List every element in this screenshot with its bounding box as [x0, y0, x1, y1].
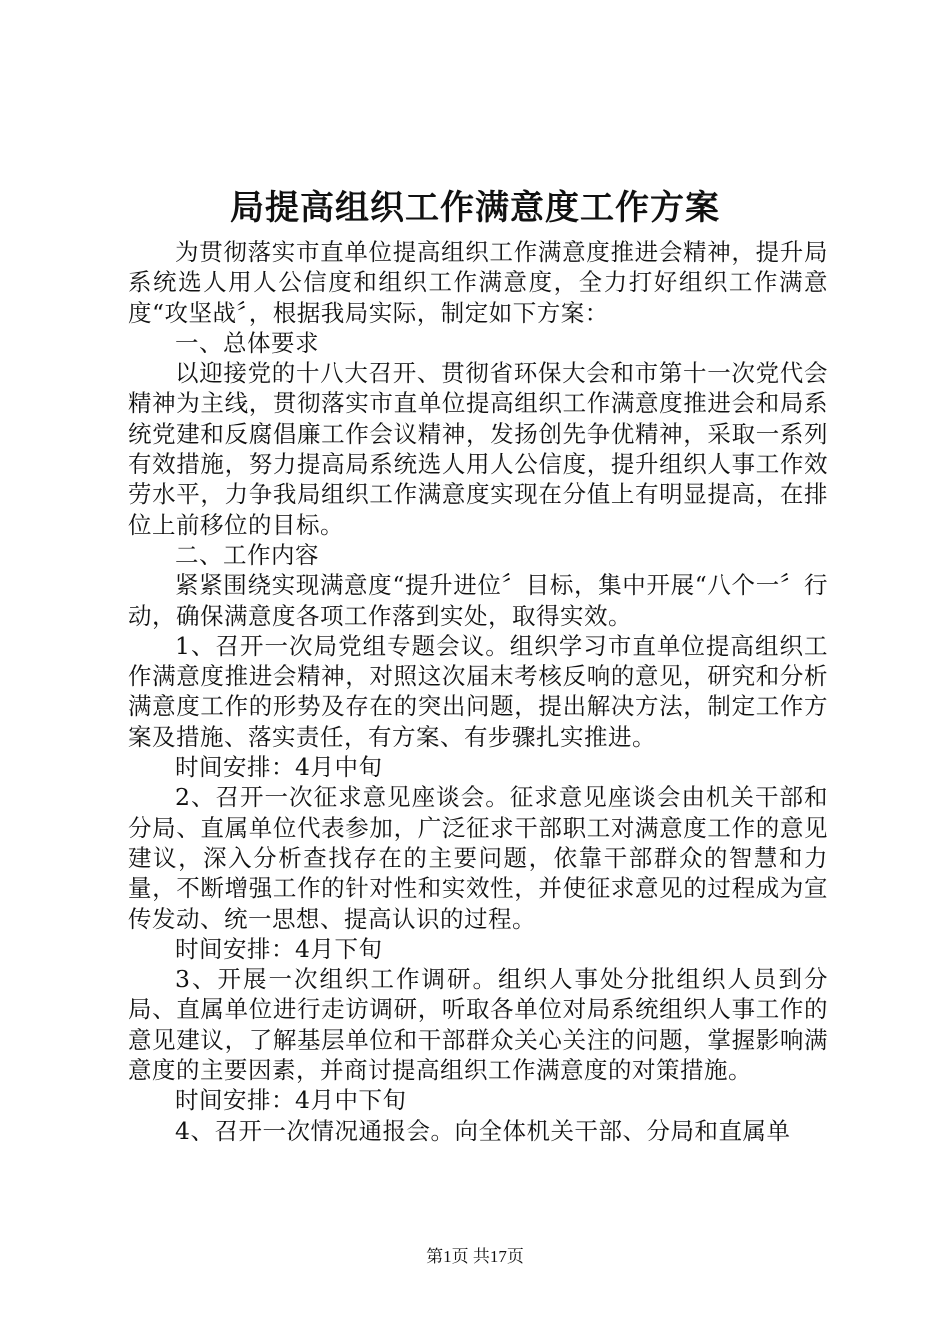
schedule-item-1: 时间安排：4月中旬: [175, 753, 383, 782]
page-number: 第1页 共17页: [426, 1247, 524, 1266]
paragraph-item-4: 4、召开一次情况通报会。向全体机关干部、分局和直属单: [175, 1116, 791, 1145]
schedule-item-2: 时间安排：4月下旬: [175, 934, 383, 963]
page-title: 局提高组织工作满意度工作方案: [230, 188, 720, 228]
paragraph-item-1: 1、召开一次局党组专题会议。组织学习市直单位提高组织工作满意度推进会精神，对照这次届末考核反响的意见，研究和分析满意度工作的形势及存在的突出问题，提出解决方法，制定工作方案及措施、落实责任，有方案、有步骤扎实推进。: [128, 631, 828, 751]
paragraph-intro: 为贯彻落实市直单位提高组织工作满意度推进会精神，提升局系统选人用人公信度和组织工作满意度，全力打好组织工作满意度“攻坚战〞，根据我局实际，制定如下方案：: [128, 238, 828, 327]
paragraph-work-content: 紧紧围绕实现满意度“提升进位〞目标，集中开展“八个一〞行动，确保满意度各项工作落到实处，取得实效。: [128, 571, 828, 630]
paragraph-item-2: 2、召开一次征求意见座谈会。征求意见座谈会由机关干部和分局、直属单位代表参加，广泛征求干部职工对满意度工作的意见建议，深入分析查找存在的主要问题，依靠干部群众的智慧和力量，不断增强工作的针对性和实效性，并使征求意见的过程成为宣传发动、统一思想、提高认识的过程。: [128, 783, 828, 933]
paragraph-item-3: 3、开展一次组织工作调研。组织人事处分批组织人员到分局、直属单位进行走访调研，听取各单位对局系统组织人事工作的意见建议，了解基层单位和干部群众关心关注的问题，掌握影响满意度的主要因素，并商讨提高组织工作满意度的对策措施。: [128, 965, 828, 1085]
heading-general-requirements: 一、总体要求: [175, 328, 319, 357]
paragraph-general-requirements: 以迎接党的十八大召开、贯彻省环保大会和市第十一次党代会精神为主线，贯彻落实市直单位提高组织工作满意度推进会和局系统党建和反腐倡廉工作会议精神，发扬创先争优精神，采取一系列有效措施，努力提高局系统选人用人公信度，提升组织人事工作效劳水平，力争我局组织工作满意度实现在分值上有明显提高，在排位上前移位的目标。: [128, 359, 828, 539]
schedule-item-3: 时间安排：4月中下旬: [175, 1086, 407, 1115]
heading-work-content: 二、工作内容: [175, 540, 319, 569]
document-body: [128, 237, 828, 1146]
